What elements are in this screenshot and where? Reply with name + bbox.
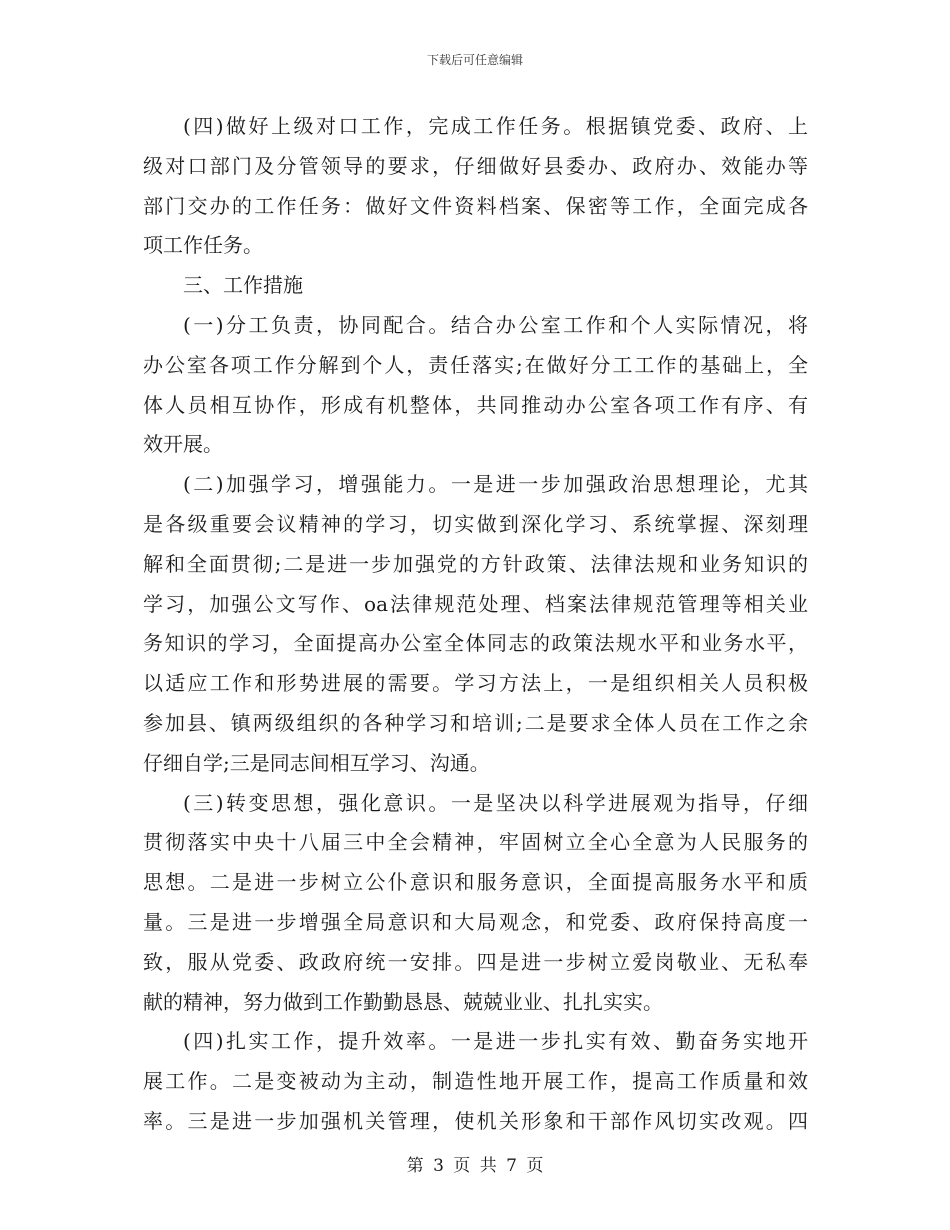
text-line: 级对口部门及分管领导的要求，仔细做好县委办、政府办、效能办等: [143, 153, 808, 178]
page-header: 下载后可任意编辑: [426, 53, 523, 67]
text-line: 三、工作措施: [183, 273, 303, 298]
text-line: 致，服从党委、政政府统一安排。四是进一步树立爱岗敬业、无私奉: [143, 949, 808, 974]
text-line: 思想。二是进一步树立公仆意识和服务意识，全面提高服务水平和质: [143, 870, 808, 895]
text-line: 展工作。二是变被动为主动，制造性地开展工作，提高工作质量和效: [143, 1069, 808, 1094]
text-line: (二)加强学习，增强能力。一是进一步加强政治思想理论，尤其: [183, 472, 808, 497]
text-line: 贯彻落实中央十八届三中全会精神，牢固树立全心全意为人民服务的: [143, 830, 808, 855]
text-line: 是各级重要会议精神的学习，切实做到深化学习、系统掌握、深刻理: [143, 511, 808, 536]
text-line: 参加县、镇两级组织的各种学习和培训;二是要求全体人员在工作之余: [143, 710, 808, 735]
text-line: 务知识的学习，全面提高办公室全体同志的政策法规水平和业务水平，: [143, 631, 808, 656]
text-line: (四)扎实工作，提升效率。一是进一步扎实有效、勤奋务实地开: [183, 1029, 808, 1054]
document-body: [143, 107, 808, 1142]
text-line: 解和全面贯彻;二是进一步加强党的方针政策、法律法规和业务知识的: [143, 551, 808, 576]
page-number-footer: 第 3 页 共 7 页: [406, 1156, 544, 1176]
text-line: 献的精神，努力做到工作勤勤恳恳、兢兢业业、扎扎实实。: [143, 989, 663, 1014]
paragraph-change-thinking: [143, 784, 808, 1023]
text-line: 效开展。: [143, 432, 223, 457]
text-line: 率。三是进一步加强机关管理，使机关形象和干部作风切实改观。四: [143, 1108, 808, 1133]
text-line: 以适应工作和形势进展的需要。学习方法上，一是组织相关人员积极: [143, 671, 808, 696]
text-line: (一)分工负责，协同配合。结合办公室工作和个人实际情况，将: [183, 312, 808, 337]
text-line: (三)转变思想，强化意识。一是坚决以科学进展观为指导，仔细: [183, 790, 808, 815]
text-line: 体人员相互协作，形成有机整体，共同推动办公室各项工作有序、有: [143, 392, 808, 417]
text-line: 部门交办的工作任务：做好文件资料档案、保密等工作，全面完成各: [143, 193, 808, 218]
text-line: 项工作任务。: [143, 233, 263, 258]
paragraph-improve-efficiency: [143, 1022, 808, 1141]
text-line: 量。三是进一步增强全局意识和大局观念，和党委、政府保持高度一: [143, 909, 808, 934]
text-line: 仔细自学;三是同志间相互学习、沟通。: [143, 750, 490, 775]
section-heading: [143, 266, 808, 306]
paragraph-division-of-labor: [143, 306, 808, 465]
text-line: 学习，加强公文写作、oa法律规范处理、档案法律规范管理等相关业: [143, 591, 808, 616]
paragraph-duikou-work: [143, 107, 808, 266]
paragraph-strengthen-learning: [143, 465, 808, 783]
text-line: (四)做好上级对口工作，完成工作任务。根据镇党委、政府、上: [183, 114, 808, 138]
text-line: 办公室各项工作分解到个人，责任落实;在做好分工工作的基础上，全: [143, 352, 808, 377]
